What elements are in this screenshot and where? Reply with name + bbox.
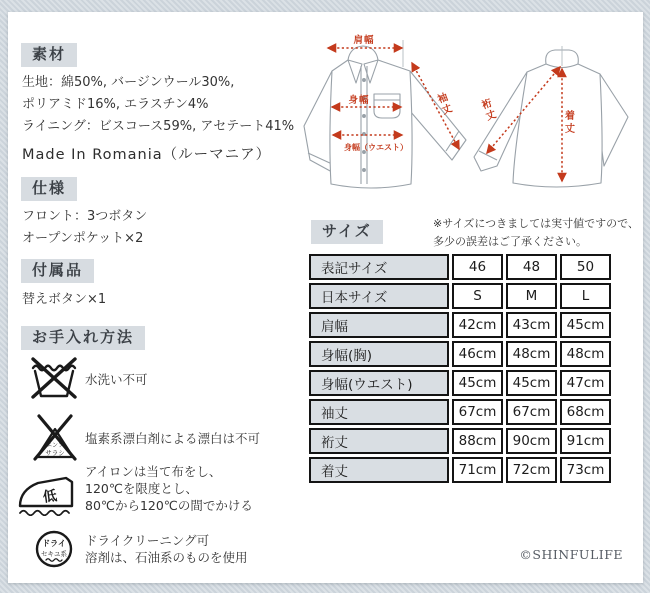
spec-line: フロント：3つボタン [22, 209, 148, 224]
size-row-label: 表記サイズ [309, 254, 449, 280]
size-cell: 67cm [506, 399, 557, 425]
table-row [309, 457, 611, 483]
no-wash-icon [30, 356, 78, 400]
material-line: 生地：綿50%, バージンウール30%, [22, 75, 235, 90]
svg-text:裄: 裄 [480, 97, 494, 112]
size-cell: M [506, 283, 557, 309]
table-row [309, 370, 611, 396]
care-instruction-line: 80℃から120℃の間でかける [85, 498, 253, 513]
size-row-label: 日本サイズ [309, 283, 449, 309]
size-cell: 42cm [452, 312, 503, 338]
table-row [309, 341, 611, 367]
size-note-line: ※サイズにつきましては実寸値ですので、 [433, 217, 639, 230]
size-cell: 46cm [452, 341, 503, 367]
size-cell: 43cm [506, 312, 557, 338]
accessory-section-title: 付属品 [21, 259, 94, 283]
care-instruction-text [85, 532, 248, 566]
care-instruction-line: 120℃を限度とし、 [85, 481, 198, 496]
care-section-title: お手入れ方法 [21, 326, 145, 350]
shoulder-width-label: 肩幅 [353, 35, 375, 46]
copyright-text: ©SHINFULIFE [519, 547, 623, 562]
spec-section-title: 仕様 [21, 177, 77, 201]
size-cell: S [452, 283, 503, 309]
size-section-title: サイズ [311, 220, 383, 244]
material-text [22, 72, 294, 138]
size-row-label: 身幅(胸) [309, 341, 449, 367]
material-line: ポリアミド16%, エラスチン4% [22, 97, 209, 112]
size-note-line: 多少の誤差はご了承ください。 [433, 235, 587, 248]
size-table [306, 251, 614, 486]
svg-text:袖: 袖 [436, 91, 450, 106]
shirt-measurement-diagram [298, 14, 646, 220]
table-row [309, 312, 611, 338]
size-row-label: 身幅(ウエスト) [309, 370, 449, 396]
chest-width-label: 身幅 [348, 95, 370, 106]
size-cell: 68cm [560, 399, 611, 425]
bleach-icon-text: サラシ [45, 449, 65, 457]
svg-text:丈: 丈 [565, 124, 575, 135]
spec-line: オープンポケット×2 [22, 231, 144, 246]
size-cell: 45cm [452, 370, 503, 396]
table-row [309, 428, 611, 454]
iron-icon-text: 低 [41, 488, 59, 506]
size-cell: 48 [506, 254, 557, 280]
iron-low-temp-icon [14, 470, 82, 516]
care-instruction-line: 溶剤は、石油系のものを使用 [85, 550, 248, 565]
size-cell: 48cm [506, 341, 557, 367]
svg-text:着: 着 [565, 111, 575, 122]
size-cell: 73cm [560, 457, 611, 483]
no-chlorine-bleach-icon [32, 413, 78, 461]
waist-width-label: 身幅（ウエスト） [344, 143, 408, 152]
size-cell: 46 [452, 254, 503, 280]
size-cell: 90cm [506, 428, 557, 454]
table-row [309, 399, 611, 425]
size-row-label: 肩幅 [309, 312, 449, 338]
size-cell: 45cm [560, 312, 611, 338]
size-cell: 91cm [560, 428, 611, 454]
size-cell: 71cm [452, 457, 503, 483]
dry-cleaning-icon [34, 529, 74, 569]
size-cell: L [560, 283, 611, 309]
size-row-label: 裄丈 [309, 428, 449, 454]
size-row-label: 袖丈 [309, 399, 449, 425]
dry-clean-icon-text: ドライ [42, 539, 66, 548]
care-instruction-text [85, 463, 253, 514]
table-row [309, 283, 611, 309]
size-cell: 48cm [560, 341, 611, 367]
size-row-label: 着丈 [309, 457, 449, 483]
size-cell: 72cm [506, 457, 557, 483]
svg-text:丈: 丈 [484, 109, 498, 123]
yuki-length-label [480, 96, 498, 123]
content-panel [8, 12, 643, 583]
material-line: ライニング：ビスコース59%, アセテート41% [22, 119, 295, 134]
size-cell: 45cm [506, 370, 557, 396]
accessory-text: 替えボタン×1 [22, 292, 107, 307]
bleach-icon-text: エンソ [45, 442, 65, 449]
country-of-origin: Made In Romania（ルーマニア） [22, 147, 272, 163]
table-row [309, 254, 611, 280]
size-cell: 50 [560, 254, 611, 280]
care-instruction-line: アイロンは当て布をし、 [85, 464, 222, 479]
care-instruction-text: 水洗い不可 [85, 372, 148, 387]
care-instruction-line: ドライクリーニング可 [85, 533, 210, 548]
svg-text:丈: 丈 [440, 103, 454, 117]
size-cell: 88cm [452, 428, 503, 454]
material-section-title: 素材 [21, 43, 77, 67]
care-instruction-text: 塩素系漂白剤による漂白は不可 [85, 431, 261, 446]
size-cell: 67cm [452, 399, 503, 425]
size-note [433, 215, 639, 251]
size-cell: 47cm [560, 370, 611, 396]
spec-text [22, 206, 147, 250]
dry-clean-icon-text: セキユ系 [41, 550, 67, 558]
